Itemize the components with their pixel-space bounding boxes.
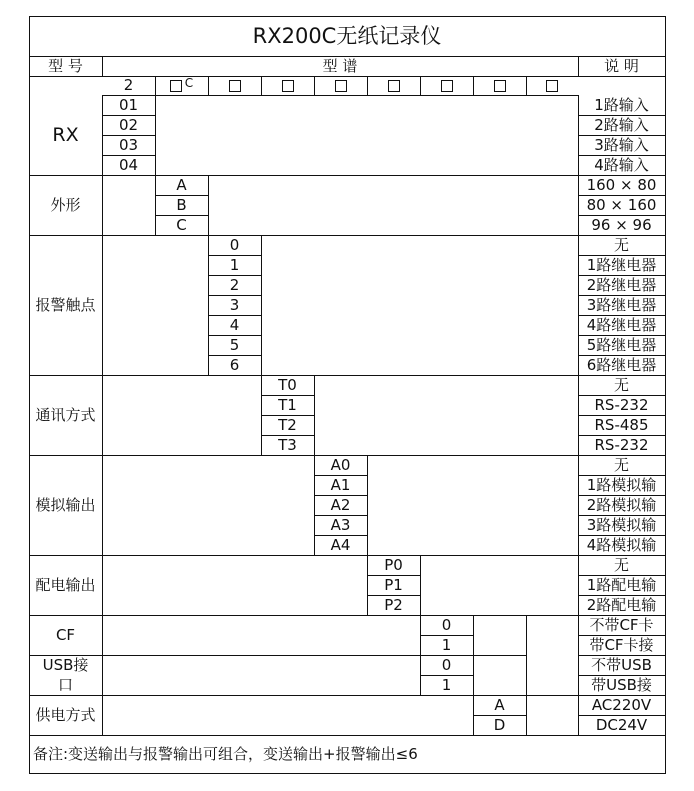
code-slot-range [155, 76, 208, 95]
desc-rx: 3路输入 [594, 135, 649, 154]
desc-shape: 160 × 80 [586, 175, 657, 194]
grid-line [29, 175, 666, 176]
grid-line [155, 95, 156, 176]
grid-line [367, 595, 421, 596]
code-analog: A1 [330, 475, 351, 494]
code-analog: A3 [330, 515, 351, 534]
grid-line [578, 615, 579, 656]
grid-line [261, 76, 262, 96]
grid-line [102, 555, 103, 616]
desc-analog: 无 [613, 455, 629, 474]
grid-line [578, 475, 666, 476]
code-comm: T2 [278, 415, 297, 434]
grid-line [261, 415, 315, 416]
grid-line [261, 235, 262, 376]
desc-alarm: 3路继电器 [586, 295, 657, 314]
grid-line [578, 135, 666, 136]
grid-line [102, 175, 103, 236]
code-power_out: P1 [384, 575, 403, 594]
grid-line [526, 615, 527, 696]
grid-line [578, 175, 579, 236]
desc-analog: 1路模拟输 [586, 475, 657, 494]
footnote: 备注:变送输出与报警输出可组合，变送输出+报警输出≤6 [33, 744, 418, 763]
grid-line [102, 695, 103, 736]
desc-rx: 4路输入 [594, 155, 649, 174]
grid-line [208, 295, 262, 296]
desc-analog: 3路模拟输 [586, 515, 657, 534]
desc-cf: 不带CF卡 [589, 615, 654, 634]
code-shape: B [176, 195, 187, 214]
code-comm: T3 [278, 435, 297, 454]
grid-line [578, 375, 579, 456]
group-label-shape: 外形 [50, 195, 81, 214]
desc-analog: 4路模拟输 [586, 535, 657, 554]
grid-line [102, 375, 103, 456]
grid-line [29, 773, 666, 774]
grid-line [578, 675, 666, 676]
grid-line [578, 235, 579, 376]
grid-line [578, 655, 579, 696]
desc-usb: 不带USB [591, 655, 652, 674]
grid-line [314, 76, 315, 96]
code-cf: 0 [441, 615, 452, 634]
desc-alarm: 6路继电器 [586, 355, 657, 374]
code-box [229, 80, 241, 92]
grid-line [102, 655, 103, 696]
desc-comm: RS-485 [594, 415, 649, 434]
grid-line [578, 255, 666, 256]
code-alarm: 4 [229, 315, 240, 334]
grid-line [367, 575, 421, 576]
grid-line [367, 76, 368, 96]
grid-line [578, 195, 666, 196]
grid-line [420, 675, 474, 676]
header-description: 说 明 [604, 56, 639, 75]
grid-line [208, 355, 262, 356]
grid-line [208, 235, 209, 376]
code-shape: C [176, 215, 187, 234]
code-slot [208, 76, 261, 95]
grid-line [420, 555, 421, 616]
grid-line [578, 435, 666, 436]
group-label-analog: 模拟输出 [35, 495, 96, 514]
desc-power_out: 2路配电输 [586, 595, 657, 614]
grid-line [314, 535, 368, 536]
grid-line [29, 695, 666, 696]
grid-line [473, 655, 527, 656]
grid-line [155, 76, 156, 96]
code-slot [473, 76, 526, 95]
grid-line [29, 555, 666, 556]
code-box [494, 80, 506, 92]
grid-line [578, 395, 666, 396]
code-box [170, 80, 182, 92]
grid-line [578, 495, 666, 496]
grid-line [420, 635, 474, 636]
code-shape: A [176, 175, 187, 194]
grid-line [578, 215, 666, 216]
grid-line [314, 375, 315, 456]
code-analog: A2 [330, 495, 351, 514]
grid-line [29, 615, 666, 616]
desc-alarm: 5路继电器 [586, 335, 657, 354]
group-label-usb [29, 655, 102, 695]
grid-line [578, 715, 666, 716]
grid-line [578, 56, 579, 77]
code-slot [261, 76, 314, 95]
grid-line [367, 455, 368, 556]
header-model-no: 型 号 [48, 56, 83, 75]
page-title: RX200C无纸记录仪 [252, 23, 442, 48]
desc-analog: 2路模拟输 [586, 495, 657, 514]
grid-line [578, 275, 666, 276]
grid-line [367, 555, 368, 616]
grid-line [578, 695, 579, 736]
header-spectrum: 型 谱 [322, 56, 358, 75]
group-label-alarm: 报警触点 [35, 295, 96, 314]
grid-line [102, 235, 103, 376]
code-rx: 02 [118, 115, 139, 134]
grid-line [314, 515, 368, 516]
grid-line [578, 535, 666, 536]
desc-shape: 80 × 160 [586, 195, 657, 214]
grid-line [578, 575, 666, 576]
desc-alarm: 1路继电器 [586, 255, 657, 274]
grid-line [473, 76, 474, 96]
grid-line [102, 455, 103, 556]
code-rx: 01 [118, 95, 139, 114]
grid-line [102, 95, 103, 176]
grid-line [473, 695, 474, 736]
grid-line [420, 76, 421, 96]
code-slot [420, 76, 473, 95]
desc-power_out: 无 [613, 555, 629, 574]
code-usb: 0 [441, 655, 452, 674]
grid-line [208, 255, 262, 256]
desc-cf: 带CF卡接 [589, 635, 654, 654]
code-usb: 1 [441, 675, 452, 694]
desc-rx: 1路输入 [594, 95, 649, 114]
code-slot [526, 76, 578, 95]
grid-line [578, 555, 579, 616]
grid-line [261, 375, 262, 456]
code-comm: T0 [278, 375, 297, 394]
grid-line [155, 175, 156, 236]
desc-shape: 96 × 96 [591, 215, 652, 234]
code-power_out: P2 [384, 595, 403, 614]
code-comm: T1 [278, 395, 297, 414]
grid-line [261, 395, 315, 396]
grid-line [208, 315, 262, 316]
desc-alarm: 无 [613, 235, 629, 254]
code-box [282, 80, 294, 92]
code-alarm: 3 [229, 295, 240, 314]
grid-line [314, 495, 368, 496]
grid-line [208, 175, 209, 236]
grid-line [102, 155, 156, 156]
group-label-comm: 通讯方式 [35, 405, 96, 424]
code-slot [367, 76, 420, 95]
grid-line [578, 115, 666, 116]
code-analog: A0 [330, 455, 351, 474]
grid-line [473, 615, 474, 656]
code-box [441, 80, 453, 92]
code-rx: 04 [118, 155, 139, 174]
grid-line [102, 135, 156, 136]
grid-line [578, 95, 579, 176]
code-alarm: 5 [229, 335, 240, 354]
code-supply: D [493, 715, 506, 734]
grid-line [473, 715, 527, 716]
desc-usb: 带USB接 [591, 675, 652, 694]
grid-line [261, 435, 315, 436]
code-cf: 1 [441, 635, 452, 654]
code-alarm: 6 [229, 355, 240, 374]
grid-line [420, 615, 421, 656]
code-power_out: P0 [384, 555, 403, 574]
code-alarm: 0 [229, 235, 240, 254]
grid-line [578, 415, 666, 416]
grid-line [208, 275, 262, 276]
grid-line [578, 595, 666, 596]
group-label-power_out: 配电输出 [35, 575, 96, 594]
grid-line [29, 235, 666, 236]
grid-line [155, 195, 209, 196]
desc-comm: RS-232 [594, 395, 649, 414]
code-digit: 2 [123, 76, 134, 94]
grid-line [578, 635, 666, 636]
group-label-supply: 供电方式 [35, 705, 96, 724]
grid-line [155, 215, 209, 216]
grid-line [208, 335, 262, 336]
grid-line [578, 155, 666, 156]
grid-line [526, 76, 527, 96]
group-label-line: USB接 [42, 656, 89, 674]
grid-line [526, 695, 527, 736]
grid-line [314, 475, 368, 476]
code-box [335, 80, 347, 92]
grid-line [578, 315, 666, 316]
code-rx: 03 [118, 135, 139, 154]
code-alarm: 2 [229, 275, 240, 294]
grid-line [578, 335, 666, 336]
code-analog: A4 [330, 535, 351, 554]
group-label-cf: CF [55, 625, 76, 644]
code-supply: A [494, 695, 505, 714]
grid-line [102, 56, 103, 77]
grid-line [208, 76, 209, 96]
grid-line [578, 455, 579, 556]
grid-line [314, 455, 315, 556]
desc-supply: AC220V [591, 695, 652, 714]
code-box [388, 80, 400, 92]
code-slot [314, 76, 367, 95]
code-alarm: 1 [229, 255, 240, 274]
grid-line [578, 355, 666, 356]
grid-line [102, 115, 156, 116]
desc-rx: 2路输入 [594, 115, 649, 134]
grid-line [578, 515, 666, 516]
grid-line [420, 655, 421, 696]
group-label-rx: RX [52, 123, 79, 146]
desc-alarm: 4路继电器 [586, 315, 657, 334]
code-suffix: C [184, 75, 194, 90]
grid-line [473, 655, 474, 696]
code-box [546, 80, 558, 92]
grid-line [29, 375, 666, 376]
grid-line [102, 615, 103, 656]
group-label-line: 口 [57, 676, 73, 694]
desc-alarm: 2路继电器 [586, 275, 657, 294]
desc-comm: 无 [613, 375, 629, 394]
grid-line [102, 95, 579, 96]
desc-supply: DC24V [595, 715, 648, 734]
desc-comm: RS-232 [594, 435, 649, 454]
desc-power_out: 1路配电输 [586, 575, 657, 594]
grid-line [578, 295, 666, 296]
